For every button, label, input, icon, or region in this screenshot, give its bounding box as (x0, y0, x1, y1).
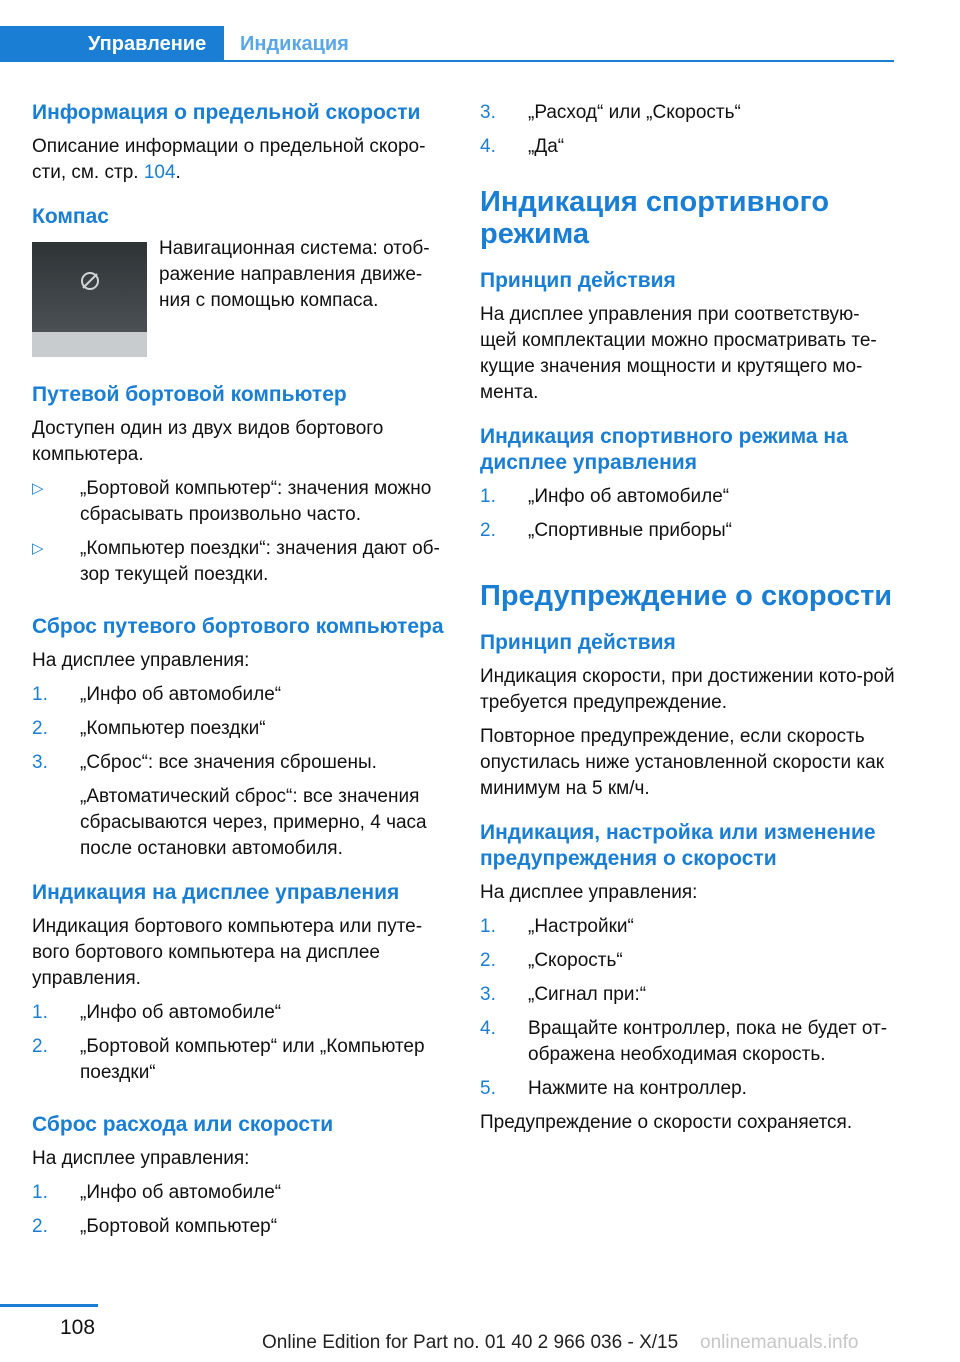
compass-heading: Компас (32, 205, 109, 228)
reset-consumption-text: На дисплее управления: (32, 1148, 250, 1169)
display-text: Индикация бортового компьютера или путе‐вого бортового компьютера на дисплее управления. (32, 916, 423, 989)
continued-list (480, 100, 895, 160)
list-item-text: Вращайте контроллер, пока не будет от‐ображена необходимая скорость. (528, 1018, 888, 1065)
triangle-bullet-icon: ▷ (32, 480, 44, 497)
list-number: 3. (32, 752, 48, 773)
list-number: 4. (480, 136, 496, 157)
left-column (32, 100, 447, 1248)
trip-computer-list (32, 476, 447, 588)
list-number: 5. (480, 1078, 496, 1099)
list-item-text: Нажмите на контроллер. (528, 1078, 747, 1099)
warning-setup-text: На дисплее управления: (480, 882, 698, 903)
list-item-text: „Бортовой компьютер“: значения можно сбрасывать произвольно часто. (80, 478, 432, 525)
compass-text-line3: ния с помощью компаса. (159, 290, 379, 311)
list-item (480, 100, 895, 126)
list-number: 2. (32, 718, 48, 739)
right-column (480, 100, 895, 1136)
list-item-text: „Настройки“ (528, 916, 634, 937)
list-item (480, 518, 895, 544)
watermark: onlinemanuals.info (700, 1332, 859, 1353)
reset-text: На дисплее управления: (32, 650, 250, 671)
reset-consumption-heading: Сброс расхода или скорости (32, 1113, 334, 1136)
warning-setup-heading: Индикация, настройка или изменение предупреждения о скорости (480, 821, 876, 870)
list-item (480, 914, 895, 940)
reset-consumption-list (32, 1180, 447, 1240)
list-number: 3. (480, 984, 496, 1005)
edition-text: Online Edition for Part no. 01 40 2 966 036 - X/15 (262, 1332, 679, 1353)
list-number: 4. (480, 1018, 496, 1039)
triangle-bullet-icon: ▷ (32, 540, 44, 557)
compass-text-line1: Навигационная система: отоб‐ (159, 238, 430, 259)
speed-info-text-line1: Описание информации о предельной скоро‐ (32, 136, 426, 157)
trip-computer-text: Доступен один из двух видов бортового компьютера. (32, 418, 384, 465)
compass-off-icon (79, 270, 101, 292)
list-item (480, 982, 895, 1008)
list-item-text: „Инфо об автомобиле“ (80, 1002, 282, 1023)
list-item-text: „Инфо об автомобиле“ (80, 684, 282, 705)
display-list (32, 1000, 447, 1086)
compass-display-image (32, 242, 147, 357)
compass-description (159, 236, 449, 314)
page-ref-link[interactable]: 104 (143, 162, 176, 183)
warning-principle-heading: Принцип действия (480, 631, 676, 654)
header-tab-display: Индикация (240, 33, 349, 55)
list-number: 1. (480, 486, 496, 507)
compass-text-line2: ражение направления движе‐ (159, 264, 423, 285)
speed-info-text-end: . (175, 162, 181, 183)
list-item (32, 716, 447, 742)
reset-note: „Автоматический сброс“: все значения сбрасываются через, примерно, 4 часа после остановки автомобиля. (80, 786, 427, 859)
list-item-text: „Бортовой компьютер“ или „Компьютер поездки“ (80, 1036, 425, 1083)
list-item (480, 948, 895, 974)
list-item-text: „Компьютер поездки“ (80, 718, 266, 739)
list-item (32, 476, 447, 528)
list-item-text: „Да“ (528, 136, 565, 157)
list-item (32, 750, 447, 776)
display-heading: Индикация на дисплее управления (32, 881, 400, 904)
compass-row (32, 236, 447, 354)
list-number: 2. (32, 1216, 48, 1237)
warning-final-text: Предупреждение о скорости сохраняется. (480, 1112, 853, 1133)
list-item (480, 484, 895, 510)
list-item-text: „Инфо об автомобиле“ (80, 1182, 282, 1203)
list-number: 1. (32, 1002, 48, 1023)
list-item-text: „Компьютер поездки“: значения дают об‐зор текущей поездки. (80, 538, 440, 585)
warning-text-2: Повторное предупреждение, если скорость опустилась ниже установленной скорости как минимум на 5 км/ч. (480, 726, 885, 799)
speed-warning-heading: Предупреждение о скорости (480, 580, 893, 612)
list-number: 1. (480, 916, 496, 937)
list-item (32, 1214, 447, 1240)
list-item-text: „Инфо об автомобиле“ (528, 486, 730, 507)
warning-text-1: Индикация скорости, при достижении кото‐рой требуется предупреждение. (480, 666, 895, 713)
reset-list (32, 682, 447, 776)
list-item-text: „Скорость“ (528, 950, 623, 971)
sport-principle-heading: Принцип действия (480, 269, 676, 292)
speed-info-text-line2: сти, см. стр. (32, 162, 139, 183)
warning-setup-list (480, 914, 895, 1102)
sport-principle-text: На дисплее управления при соответствую‐щей комплектации можно просматривать те‐кущие значения мощности и крутящего мо‐мента. (480, 304, 877, 403)
list-number: 1. (32, 684, 48, 705)
list-item-text: „Спортивные приборы“ (528, 520, 732, 541)
list-item-text: „Бортовой компьютер“ (80, 1216, 278, 1237)
header-divider (224, 60, 894, 62)
list-item (480, 134, 895, 160)
list-number: 3. (480, 102, 496, 123)
reset-heading: Сброс путевого бортового компьютера (32, 615, 444, 638)
header-tab-control: Управление (0, 26, 224, 62)
list-number: 2. (32, 1036, 48, 1057)
speed-info-text (32, 134, 447, 186)
footer-divider (0, 1304, 98, 1307)
list-item (480, 1016, 895, 1068)
sport-mode-heading: Индикация спортивного режима (480, 186, 830, 250)
sport-display-heading: Индикация спортивного режима на дисплее управления (480, 425, 848, 474)
sport-list (480, 484, 895, 544)
list-item-text: „Расход“ или „Скорость“ (528, 102, 741, 123)
trip-computer-heading: Путевой бортовой компьютер (32, 383, 347, 406)
list-item (32, 1000, 447, 1026)
speed-info-heading: Информация о предельной скорости (32, 101, 421, 124)
list-number: 1. (32, 1182, 48, 1203)
list-item (480, 1076, 895, 1102)
list-item (32, 1034, 447, 1086)
list-number: 2. (480, 520, 496, 541)
list-item-text: „Сброс“: все значения сброшены. (80, 752, 377, 773)
list-number: 2. (480, 950, 496, 971)
list-item (32, 1180, 447, 1206)
page-number: 108 (60, 1316, 96, 1339)
list-item (32, 682, 447, 708)
list-item (32, 536, 447, 588)
list-item-text: „Сигнал при:“ (528, 984, 647, 1005)
